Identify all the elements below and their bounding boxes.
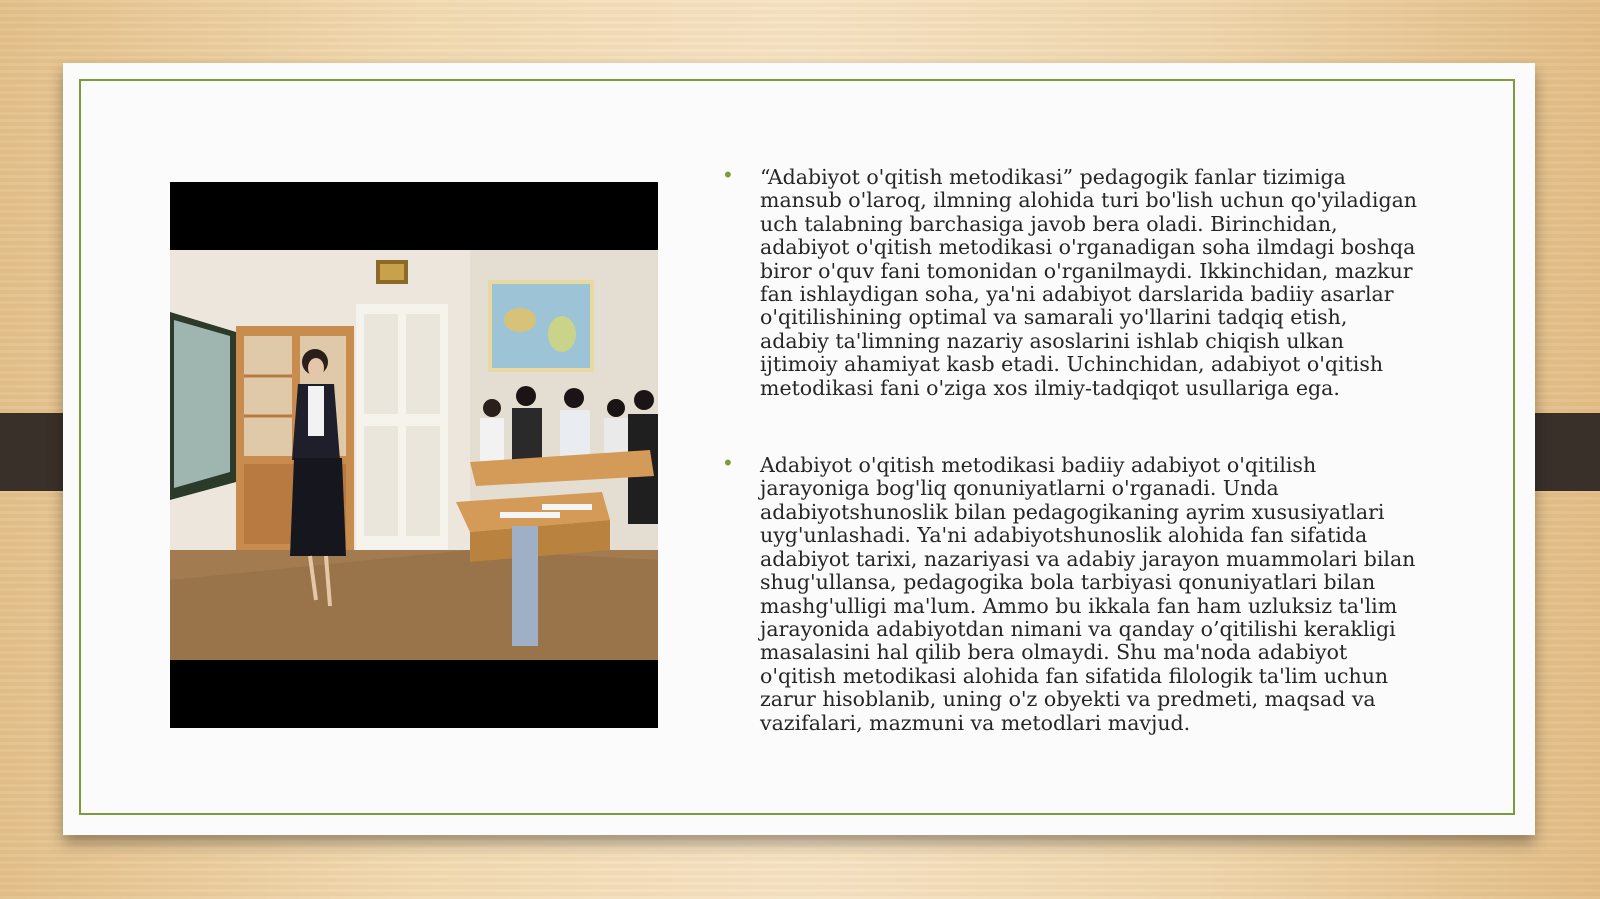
classroom-illustration (170, 250, 658, 660)
list-item (720, 451, 1420, 735)
slide-text (720, 163, 1420, 789)
list-item (720, 163, 1420, 400)
bullet-icon: • (722, 451, 734, 476)
paragraph-text: “Adabiyot o'qitish metodikasi” pedagogik fanlar tizimiga mansub o'laroq, ilmning alohida turi bo'lish uchun qo'yiladigan uch talabning barchasiga javob bera oladi. Birinchidan, adabiyot o'qitish metodikasi o'rganadigan soha ilmdagi boshqa biror o'quv fani tomonidan o'rganilmaydi. Ikkinchidan, mazkur fan ishlaydigan soha, ya'ni adabiyot darslarida badiiy asarlar o'qitilishining optimal va samarali yo'llarini tadqiq etish, adabiy ta'limning nazariy asoslarini ishlab chiqish ulkan ijtimoiy ahamiyat kasb etadi. Uchinchidan, adabiyot o'qitish metodikasi fani o'ziga xos ilmiy-tadqiqot usullariga ega. (760, 165, 1417, 400)
bullet-list (720, 163, 1420, 735)
paragraph-text: Adabiyot o'qitish metodikasi badiiy adabiyot o'qitilish jarayoniga bog'liq qonuniyatlarni o'rganadi. Unda adabiyotshunoslik bilan pedagogikaning ayrim xususiyatlari uyg'unlashadi. Ya'ni adabiyotshunoslik alohida fan sifatida adabiyot tarixi, nazariyasi va adabiy jarayon muammolari bilan shug'ullansa, pedagogika bola tarbiyasi qonuniyatlari bilan mashg'ulligi ma'lum. Ammo bu ikkala fan ham uzluksiz ta'lim jarayonida adabiyotdan nimani va qanday o’qitilishi kerakligi masalasini hal qilib bera olmaydi. Shu ma'noda adabiyot o'qitish metodikasi alohida fan sifatida filologik ta'lim uchun zarur hisoblanib, uning o'z obyekti va predmeti, maqsad va vazifalari, mazmuni va metodlari mavjud. (760, 453, 1416, 735)
classroom-photo (170, 182, 658, 728)
bullet-icon: • (722, 163, 734, 187)
